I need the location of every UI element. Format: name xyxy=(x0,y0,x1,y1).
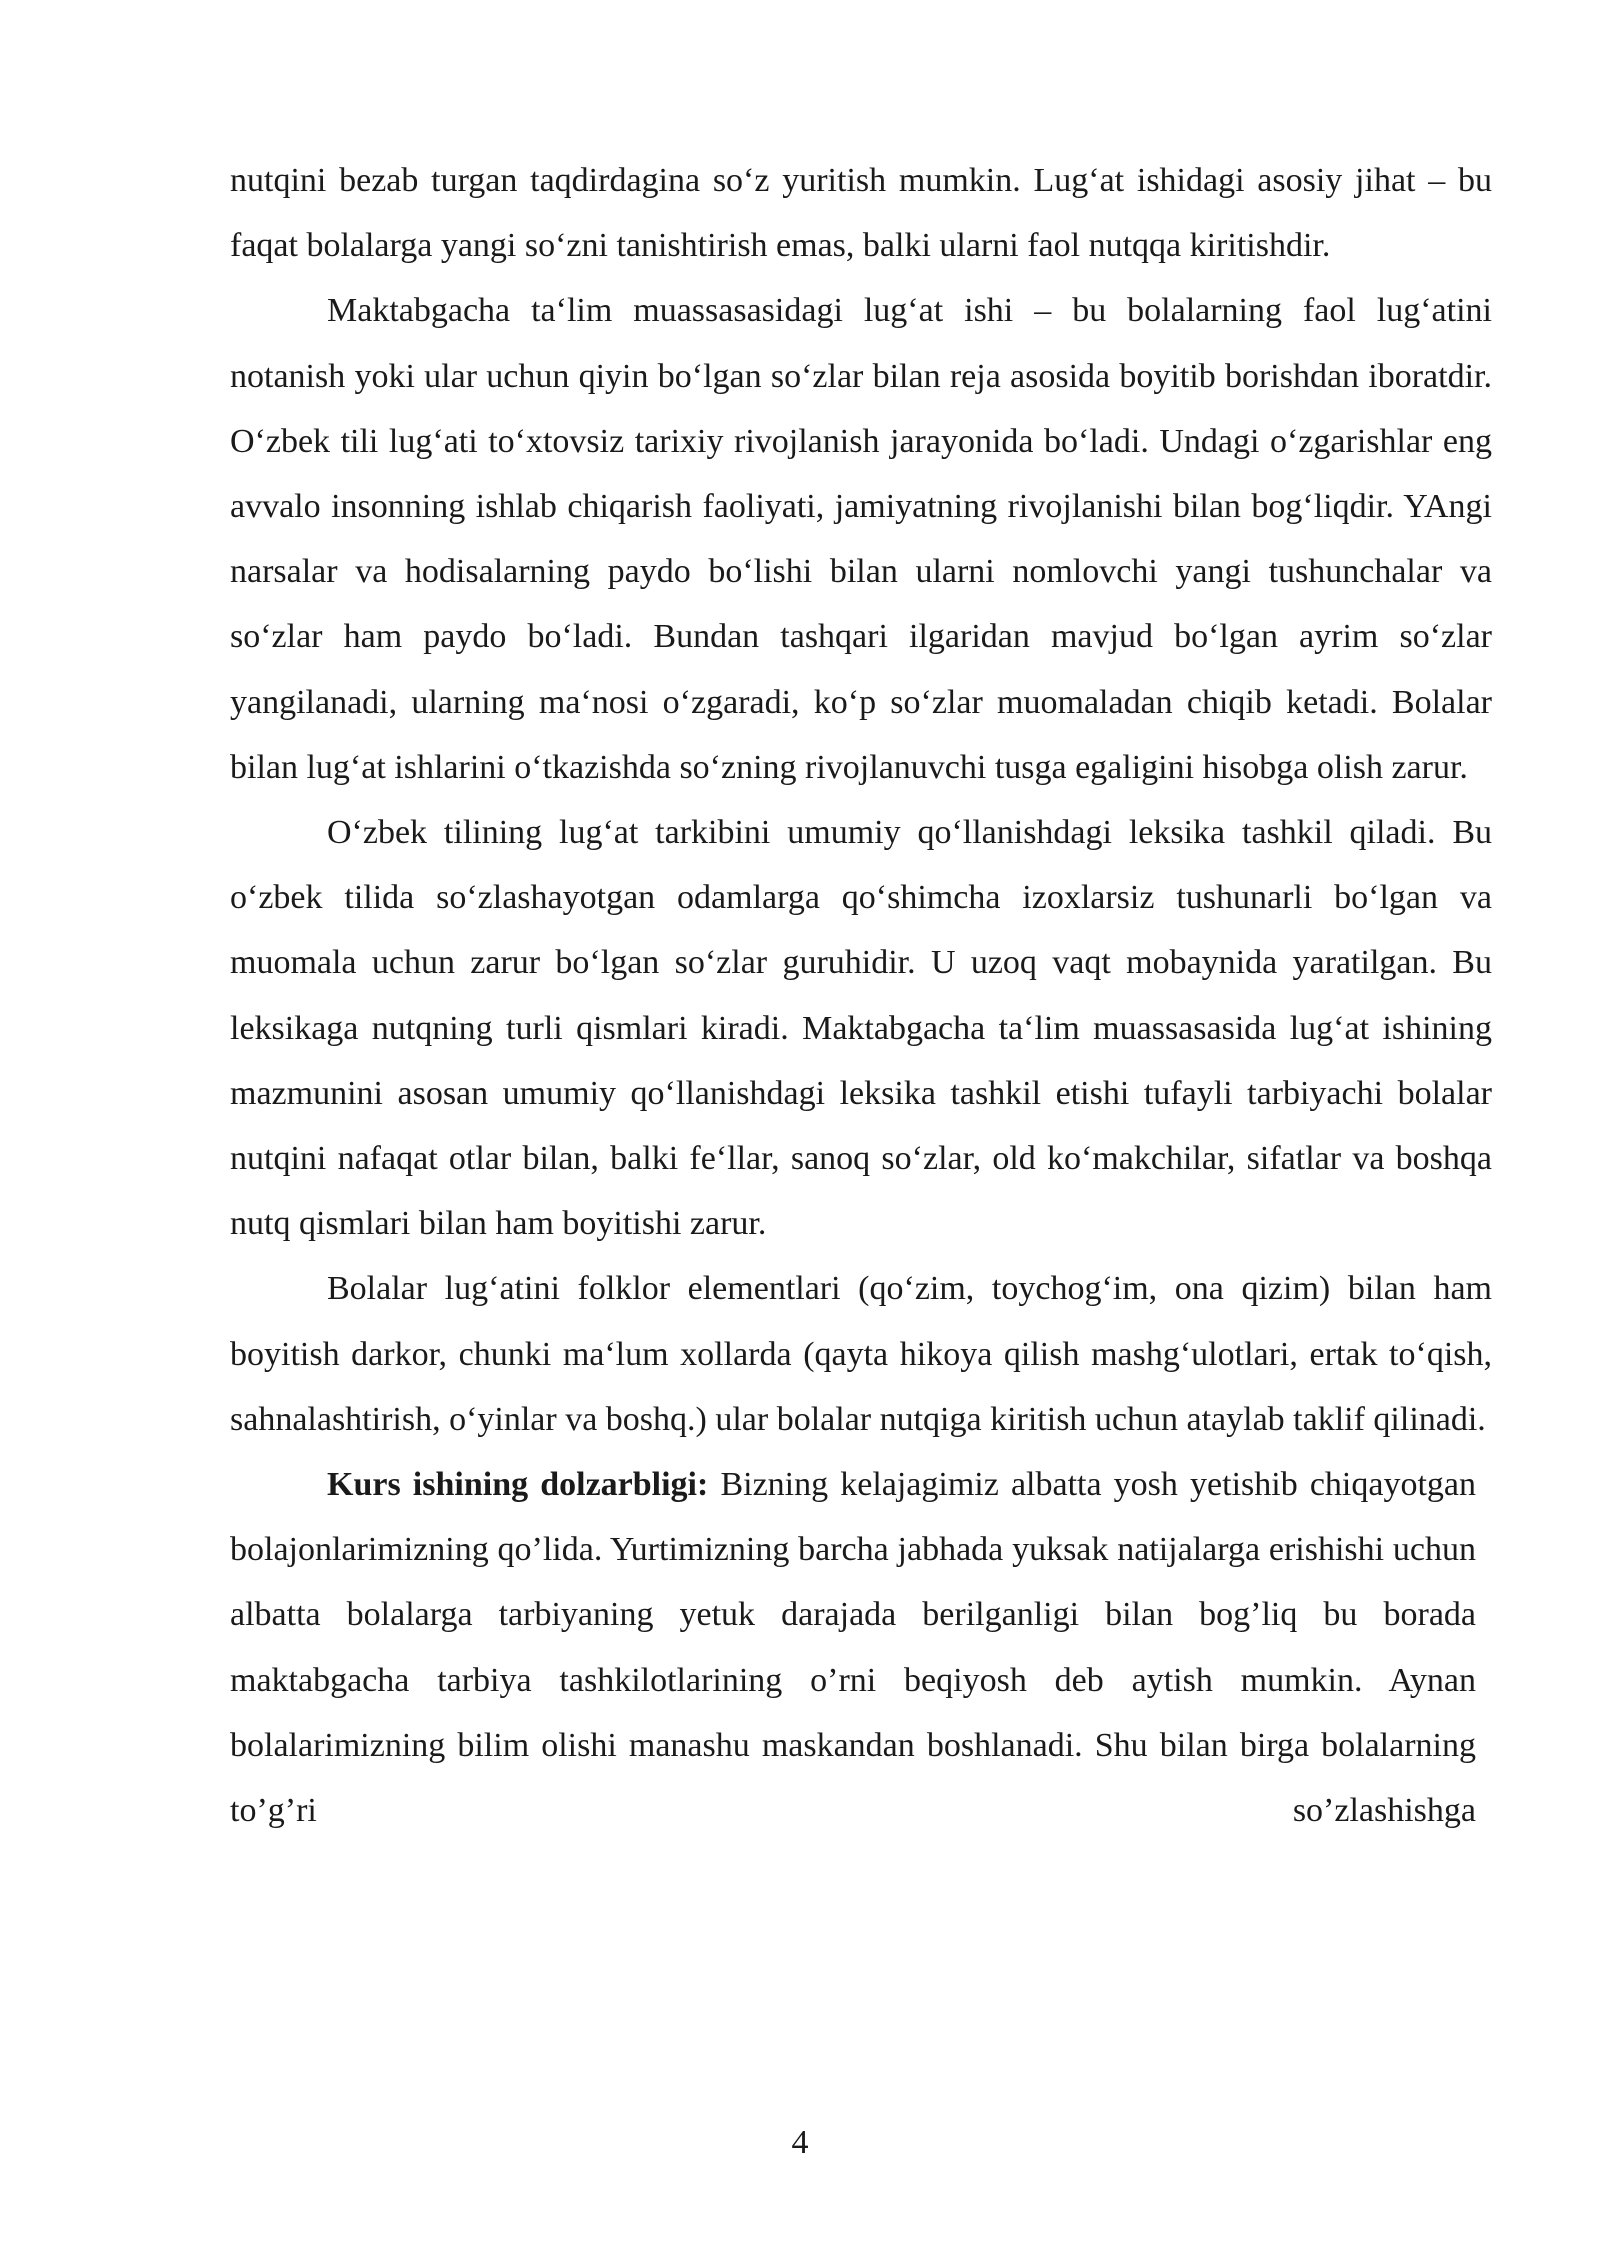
paragraph-4: Bolalar lug‘atini folklor elementlari (qo‘zim, toychog‘im, ona qizim) bilan ham boyitish darkor, chunki ma‘lum xollarda (qayta hikoya qilish mashg‘ulotlari, ertak to‘qish, sahnalashtirish, o‘yinlar va boshq.) ular bolalar nutqiga kiritish uchun ataylab taklif qilinadi. xyxy=(230,1270,1492,1438)
page-number: 4 xyxy=(791,2124,809,2161)
paragraph-2: Maktabgacha ta‘lim muassasasidagi lug‘at ishi – bu bolalarning faol lug‘atini notanish yoki ular uchun qiyin bo‘lgan so‘zlar bilan reja asosida boyitib borishdan iboratdir. O‘zbek tili lug‘ati to‘xtovsiz tarixiy rivojlanish jarayonida bo‘ladi. Undagi o‘zgarishlar eng avvalo insonning ishlab chiqarish faoliyati, jamiyatning rivojlanishi bilan bog‘liqdir. YAngi narsalar va hodisalarning paydo bo‘lishi bilan ularni nomlovchi yangi tushunchalar va so‘zlar ham paydo bo‘ladi. Bundan tashqari ilgaridan mavjud bo‘lgan ayrim so‘zlar yangilanadi, ularning ma‘nosi o‘zgaradi, ko‘p so‘zlar muomaladan chiqib ketadi. Bolalar bilan lug‘at ishlarini o‘tkazishda so‘zning rivojlanuvchi tusga egaligini hisobga olish zarur. xyxy=(230,292,1492,786)
paragraph-course-relevance xyxy=(230,1452,1476,1843)
course-relevance-text: Bizning kelajagimiz albatta yosh yetishib chiqayotgan bolajonlarimizning qo’lida. Yurtimizning barcha jabhada yuksak natijalarga erishishi uchun albatta bolalarga tarbiyaning yetuk darajada berilganligi bilan bog’liq bu borada maktabgacha tarbiya tashkilotlarining o’rni beqiyosh deb aytish mumkin. Aynan bolalarimizning bilim olishi manashu maskandan boshlanadi. Shu bilan birga bolalarning to’g’ri so’zlashishga xyxy=(230,1466,1476,1830)
paragraph-3: O‘zbek tilining lug‘at tarkibini umumiy qo‘llanishdagi leksika tashkil qiladi. Bu o‘zbek tilida so‘zlashayotgan odamlarga qo‘shimcha izoxlarsiz tushunarli bo‘lgan va muomala uchun zarur bo‘lgan so‘zlar guruhidir. U uzoq vaqt mobaynida yaratilgan. Bu leksikaga nutqning turli qismlari kiradi. Maktabgacha ta‘lim muassasasida lug‘at ishining mazmunini asosan umumiy qo‘llanishdagi leksika tashkil etishi tufayli tarbiyachi bolalar nutqini nafaqat otlar bilan, balki fe‘llar, sanoq so‘zlar, old ko‘makchilar, sifatlar va boshqa nutq qismlari bilan ham boyitishi zarur. xyxy=(230,814,1492,1243)
paragraph-1: nutqini bezab turgan taqdirdagina so‘z yuritish mumkin. Lug‘at ishidagi asosiy jihat – bu faqat bolalarga yangi so‘zni tanishtirish emas, balki ularni faol nutqqa kiritishdir. xyxy=(230,162,1492,265)
body-text xyxy=(230,148,1492,1843)
course-relevance-heading: Kurs ishining dolzarbligi: xyxy=(327,1466,709,1504)
